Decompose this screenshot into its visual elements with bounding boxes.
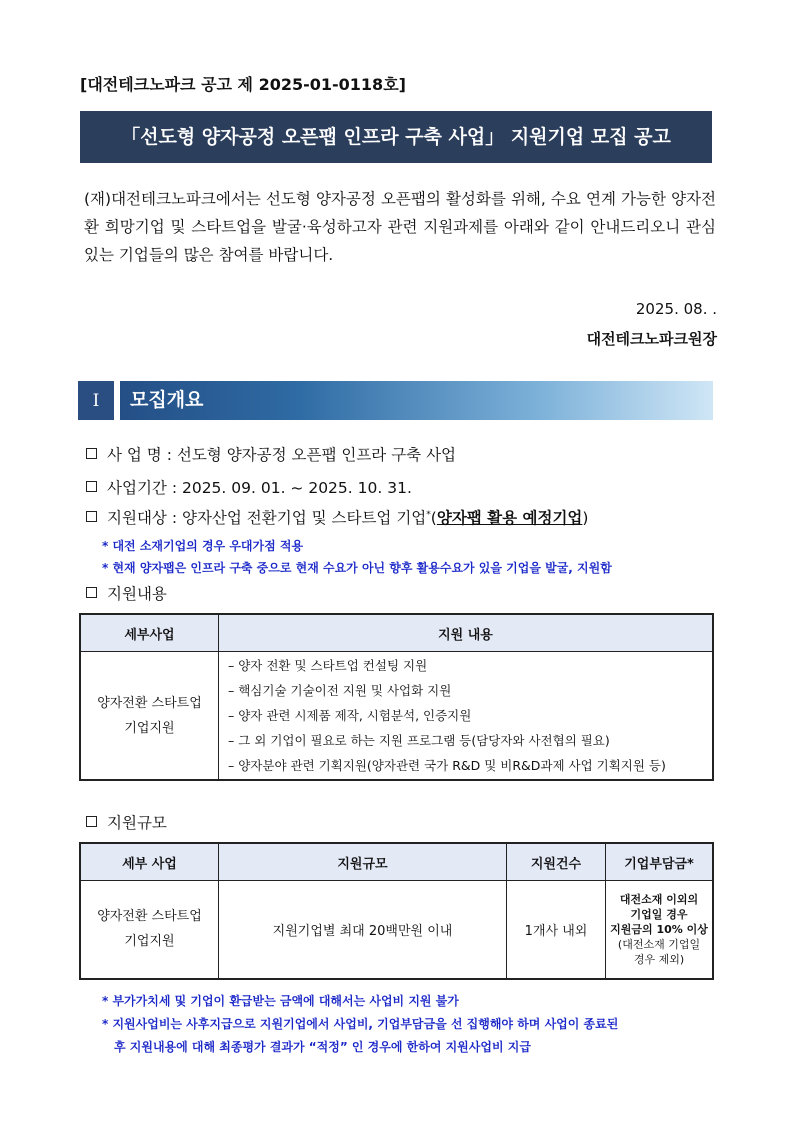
table-header: 기업부담금*	[606, 843, 714, 881]
checkbox-bullet-icon	[86, 587, 97, 598]
checkbox-bullet-icon	[86, 448, 97, 459]
bullet-scale: 지원규모	[86, 811, 167, 833]
table-row	[80, 881, 713, 979]
table-header: 지원 내용	[219, 614, 714, 652]
table-header: 세부사업	[80, 614, 219, 652]
section-header-overview	[78, 381, 713, 420]
support-content-table	[79, 613, 714, 781]
row-label: 양자전환 스타트업 기업지원	[80, 652, 219, 781]
note-target-1: * 대전 소재기업의 경우 우대가점 적용	[102, 539, 304, 553]
checkbox-bullet-icon	[86, 511, 97, 522]
table-header: 세부 사업	[80, 843, 219, 881]
bullet-project: 사 업 명 : 선도형 양자공정 오픈팹 인프라 구축 사업	[86, 443, 456, 465]
table-header: 지원건수	[507, 843, 606, 881]
checkbox-bullet-icon	[86, 816, 97, 827]
count-cell: 1개사 내외	[507, 881, 606, 979]
bullet-content: 지원내용	[86, 582, 167, 604]
note-scale-3: 후 지원내용에 대해 최종평가 결과가 “적정” 인 경우에 한하여 지원사업비 지급	[114, 1040, 531, 1054]
signer: 대전테크노파크원장	[586, 330, 717, 348]
section-title: 모집개요	[120, 381, 713, 420]
support-scale-table	[79, 842, 714, 980]
note-scale-1: * 부가가치세 및 기업이 환급받는 금액에 대해서는 사업비 지원 불가	[102, 994, 459, 1008]
page-title: 「선도형 양자공정 오픈팹 인프라 구축 사업」 지원기업 모집 공고	[80, 111, 712, 163]
notice-date: 2025. 08. .	[635, 300, 717, 318]
checkbox-bullet-icon	[86, 481, 97, 492]
table-row	[80, 652, 713, 781]
list-item: – 양자 전환 및 스타트업 컨설팅 지원	[228, 658, 428, 673]
list-item: – 그 외 기업이 필요로 하는 지원 프로그램 등(담당자와 사전협의 필요)	[228, 733, 610, 748]
bullet-period: 사업기간 : 2025. 09. 01. ~ 2025. 10. 31.	[86, 476, 412, 498]
note-target-2: * 현재 양자팹은 인프라 구축 중으로 현재 수요가 아닌 향후 활용수요가 있을 기업을 발굴, 지원함	[102, 561, 612, 575]
scale-cell: 지원기업별 최대 20백만원 이내	[219, 881, 507, 979]
note-scale-2: * 지원사업비는 사후지급으로 지원기업에서 사업비, 기업부담금을 선 집행해야 하며 사업이 종료된	[102, 1017, 619, 1031]
support-items	[219, 652, 714, 781]
list-item: – 양자분야 관련 기획지원(양자관련 국가 R&D 및 비R&D과제 사업 기획지원 등)	[228, 758, 666, 773]
target-emphasis: 양자팹 활용 예정기업	[436, 509, 583, 527]
notice-number: [대전테크노파크 공고 제 2025-01-0118호]	[80, 75, 406, 94]
section-number: Ⅰ	[78, 381, 114, 420]
bullet-target: 지원대상 : 양자산업 전환기업 및 스타트업 기업*(양자팹 활용 예정기업)	[86, 506, 588, 528]
list-item: – 양자 관련 시제품 제작, 시험분석, 인증지원	[228, 708, 472, 723]
table-header: 지원규모	[219, 843, 507, 881]
intro-paragraph: (재)대전테크노파크에서는 선도형 양자공정 오픈팹의 활성화를 위해, 수요 연계 가능한 양자전환 희망기업 및 스타트업을 발굴·육성하고자 관련 지원과제를 아래와 같이 안내드리오니 관심 있는 기업들의 많은 참여를 바랍니다.	[84, 190, 716, 264]
row-label: 양자전환 스타트업 기업지원	[80, 881, 219, 979]
list-item: – 핵심기술 기술이전 지원 및 사업화 지원	[228, 683, 452, 698]
burden-cell: 대전소재 이외의 기업일 경우 지원금의 10% 이상 (대전소재 기업일 경우 제외)	[606, 881, 714, 979]
